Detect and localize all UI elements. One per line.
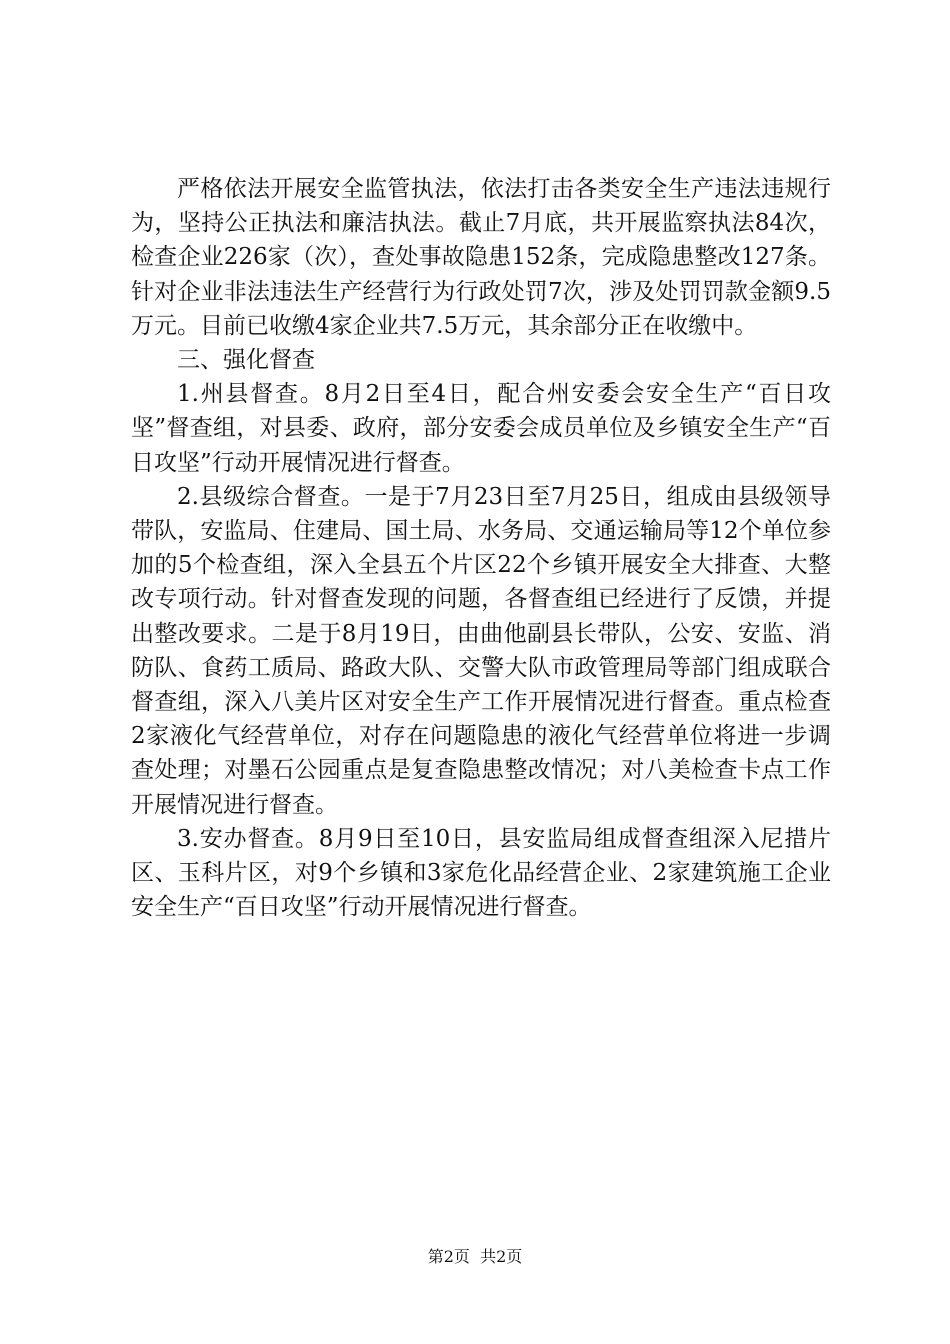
paragraph-enforcement: 严格依法开展安全监管执法，依法打击各类安全生产违法违规行为，坚持公正执法和廉洁执法。截止7月底，共开展监察执法84次，检查企业226家（次），查处事故隐患152条，完成隐患整改127条。针对企业非法违法生产经营行为行政处罚7次，涉及处罚罚款金额9.5万元。目前已收缴4家企业共7.5万元，其余部分正在收缴中。	[131, 176, 831, 339]
paragraph-safety-office-inspection: 3.安办督查。8月9日至10日，县安监局组成督查组深入尼措片区、玉科片区，对9个乡镇和3家危化品经营企业、2家建筑施工企业安全生产“百日攻坚”行动开展情况进行督查。	[131, 825, 831, 921]
document-body	[131, 172, 831, 924]
paragraph-prefecture-county-inspection: 1.州县督查。8月2日至4日，配合州安委会安全生产“百日攻坚”督查组，对县委、政府，部分安委会成员单位及乡镇安全生产“百日攻坚”行动开展情况进行督查。	[131, 381, 831, 476]
section-heading-supervision: 三、强化督查	[177, 347, 315, 374]
paragraph-county-comprehensive-inspection: 2.县级综合督查。一是于7月23日至7月25日，组成由县级领导带队，安监局、住建局、国土局、水务局、交通运输局等12个单位参加的5个检查组，深入全县五个片区22个乡镇开展安全大排查、大整改专项行动。针对督查发现的问题，各督查组已经进行了反馈，并提出整改要求。二是于8月19日，由曲他副县长带队，公安、安监、消防队、食药工质局、路政大队、交警大队市政管理局等部门组成联合督查组，深入八美片区对安全生产工作开展情况进行督查。重点检查2家液化气经营单位，对存在问题隐患的液化气经营单位将进一步调查处理；对墨石公园重点是复查隐患整改情况；对八美检查卡点工作开展情况进行督查。	[131, 483, 831, 818]
page-footer: 第2页 共2页	[427, 1247, 523, 1266]
